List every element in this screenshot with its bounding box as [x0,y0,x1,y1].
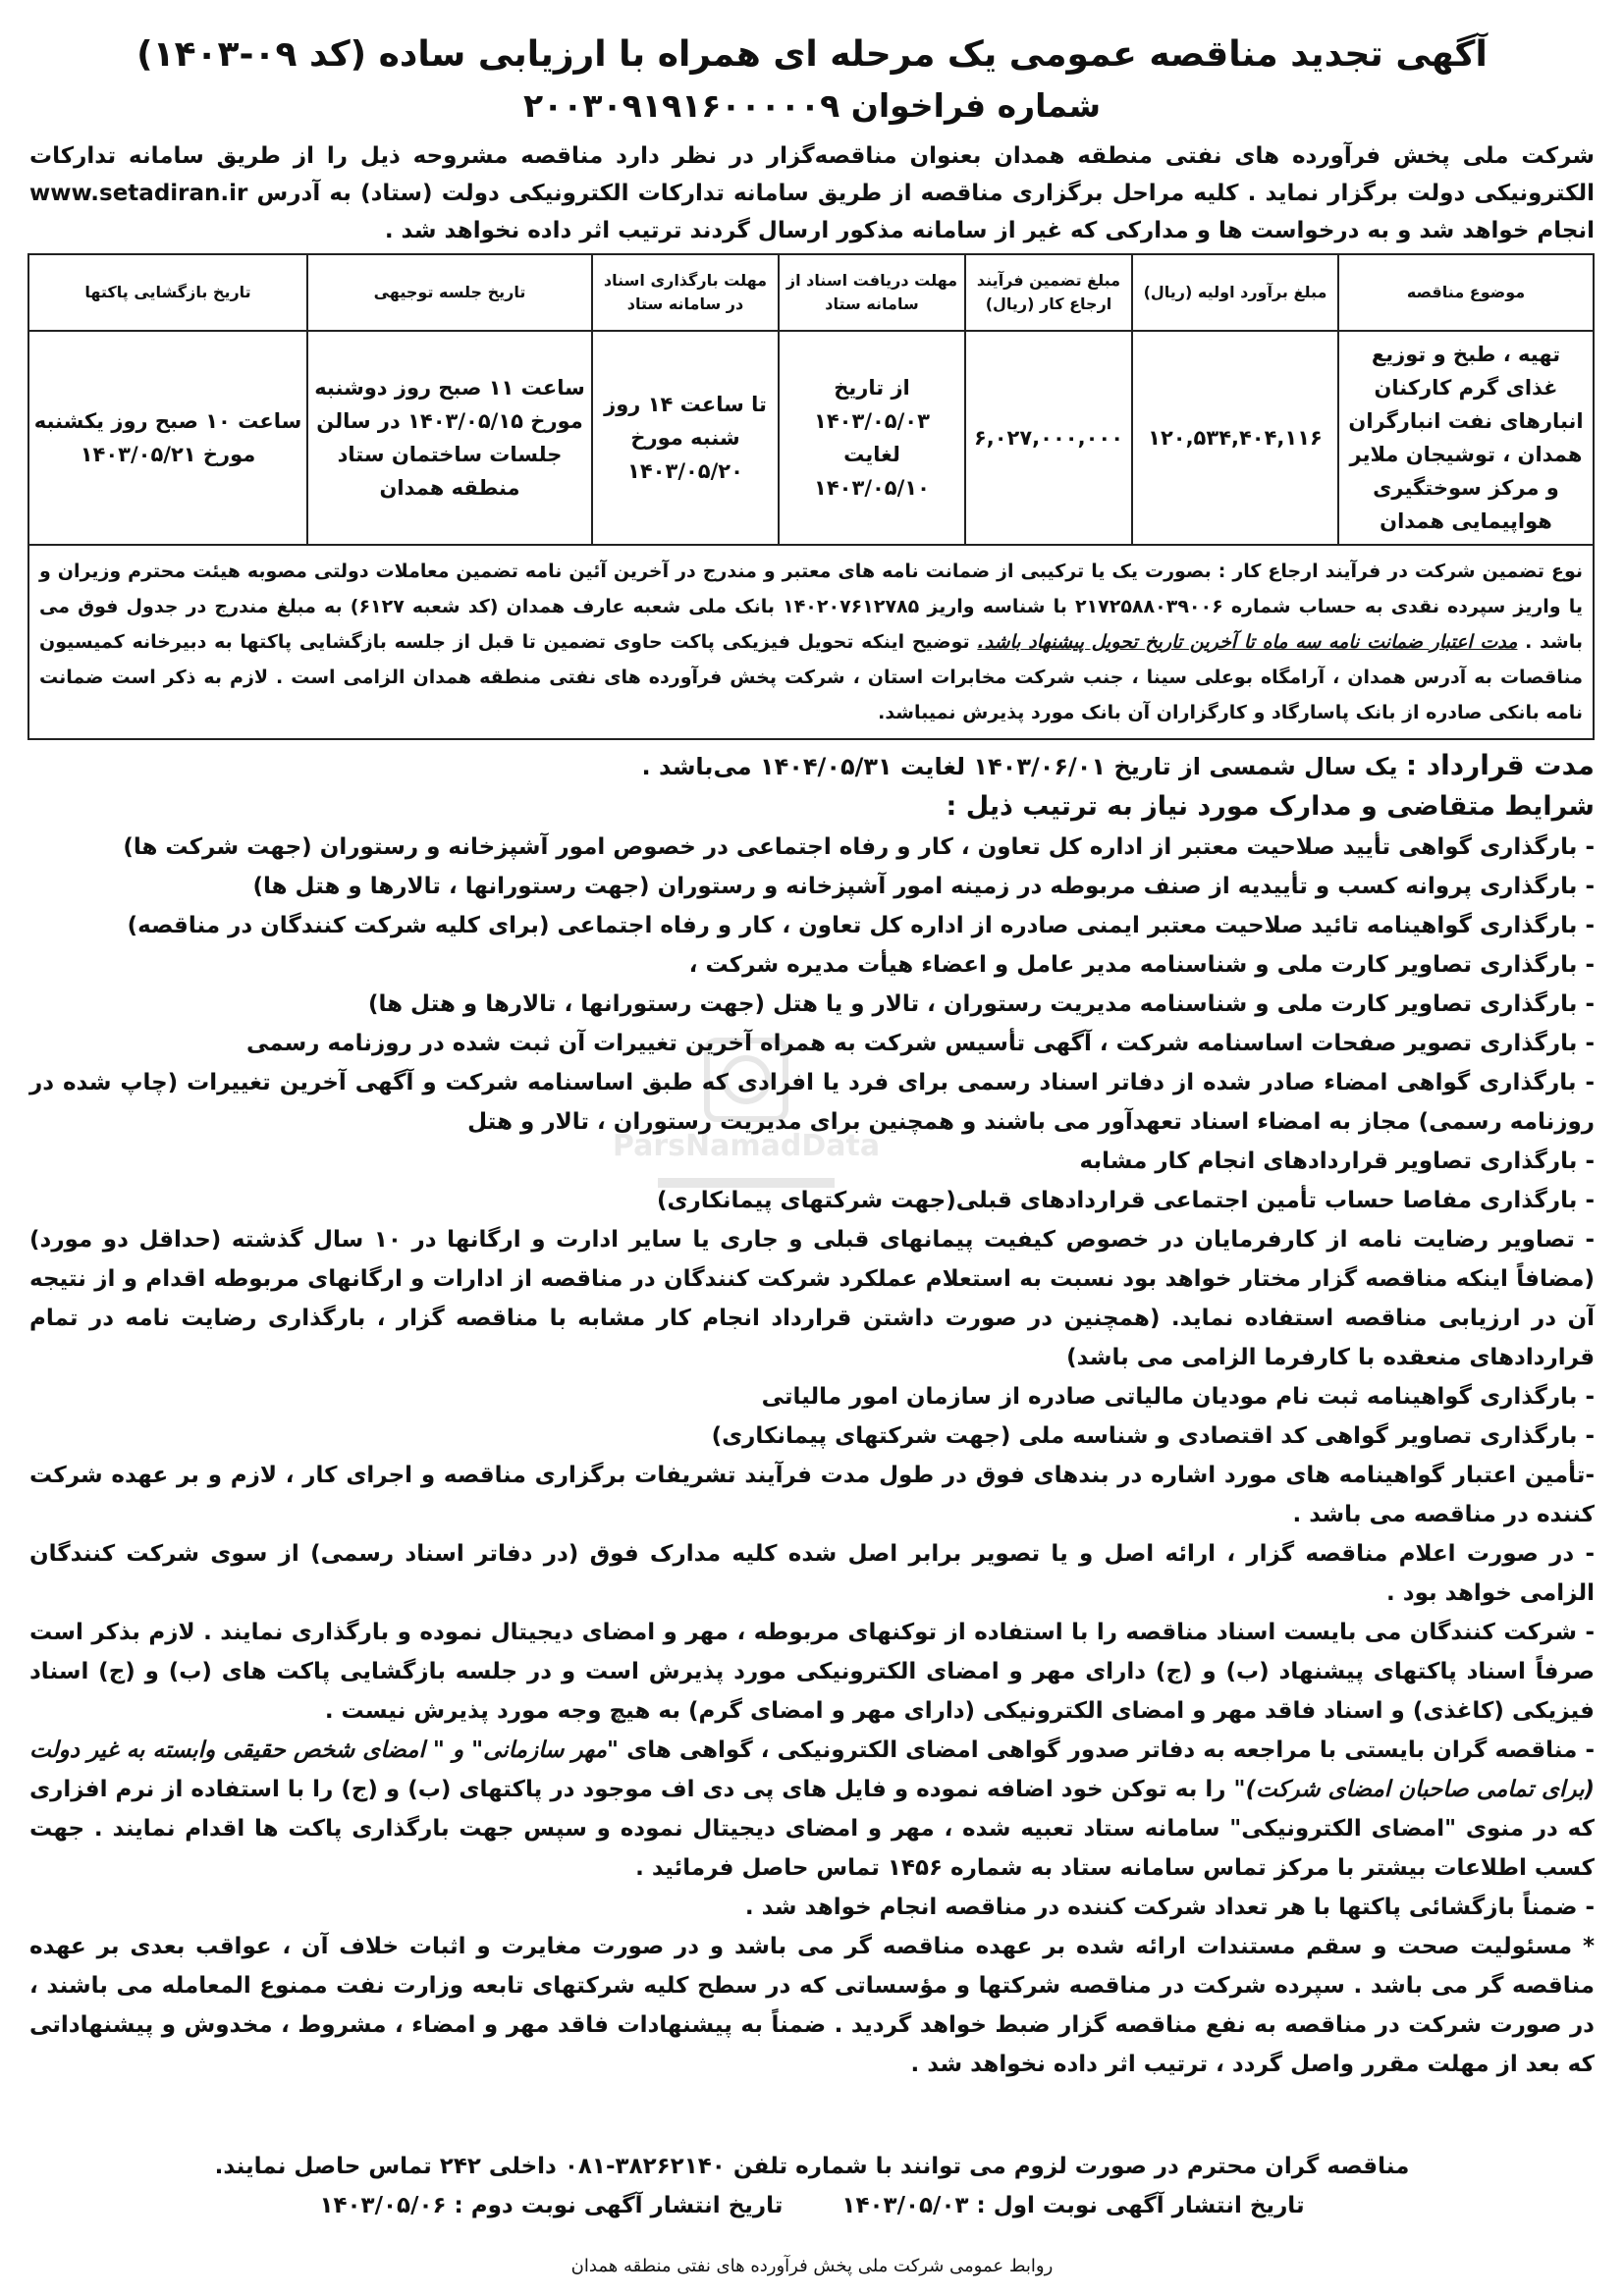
cell-opening: ساعت ۱۰ صبح روز یکشنبه مورخ ۱۴۰۳/۰۵/۲۱ [28,331,307,545]
cell-receive: از تاریخ ۱۴۰۳/۰۵/۰۳ لغایت ۱۴۰۳/۰۵/۱۰ [779,331,965,545]
list-item: - بارگذاری گواهی تأیید صلاحیت معتبر از اداره کل تعاون ، کار و رفاه اجتماعی در خصوص امور آشپزخانه و رستوران (جهت شرکت ها) [123,834,1595,860]
list-item: - ضمناً بازگشائی پاکتها با هر تعداد شرکت کننده در مناقصه انجام خواهد شد . [744,1895,1595,1920]
notes-row [28,545,1594,739]
list-item: - بارگذاری پروانه کسب و تأییدیه از صنف مربوطه در زمینه امور آشپزخانه و رستوران (جهت رستورانها ، تالارها و هتل ها) [252,874,1595,899]
list-item: - بارگذاری تصاویر گواهی کد اقتصادی و شناسه ملی (جهت شرکتهای پیمانکاری) [711,1423,1595,1449]
header-subject: موضوع مناقصه [1338,254,1594,331]
watermark-text: ParsNamadData [612,1129,881,1163]
tender-notice [29,29,1595,2084]
list-item: - بارگذاری تصویر صفحات اساسنامه شرکت ، آگهی تأسیس شرکت به همراه آخرین تغییرات آن ثبت شده در روزنامه رسمی [245,1031,1595,1056]
cell-subject: تهیه ، طبخ و توزیع غذای گرم کارکنان انبارهای نفت انبارگران همدان ، توشیجان ملایر و مرکز سوختگیری هواپیمایی همدان [1338,331,1594,545]
conditions-list [29,828,1595,2084]
header-upload: مهلت بارگذاری اسناد در سامانه ستاد [592,254,779,331]
header-guarantee: مبلغ تضمین فرآیند ارجاع کار (ریال) [965,254,1132,331]
list-item: - بارگذاری گواهی امضاء صادر شده از دفاتر اسناد رسمی برای فرد یا افرادی که طبق اساسنامه شرکت و آگهی آخرین تغییرات (چاپ شده در روزنامه رسمی) مجاز به امضاء اسناد تعهدآور می باشند و همچنین برای مدیریت رستوران ، تالار و هتل [29,1070,1595,1135]
list-item: - بارگذاری تصاویر کارت ملی و شناسنامه مدیریت رستوران ، تالار و یا هتل (جهت رستورانها ، تالارها و هتل ها) [367,991,1595,1017]
intro-part1: شرکت ملی پخش فرآورده های نفتی منطقه همدان بعنوان مناقصه‌گزار در نظر دارد مناقصه مشروحه ذیل را از طریق سامانه تدارکات الکترونیکی دولت برگزار نماید . کلیه مراحل برگزاری مناقصه از طریق سامانه تدارکات الکترونیکی دولت (ستاد) به آدرس [29,143,1595,206]
list-item: - بارگذاری تصاویر کارت ملی و شناسنامه مدیر عامل و اعضاء هیأت مدیره شرکت ، [688,952,1595,978]
notes-part1: نوع تضمین شرکت در فرآیند ارجاع کار : بصورت یک یا ترکیبی از ضمانت نامه های معتبر و مندرج در آخرین آئین نامه تضمین معاملات دولتی مصوبه هیئت محترم وزیران و یا واریز سپرده نقدی به حساب شماره ۲۱۷۲۵۸۸۰۳۹۰۰۶ با شناسه واریز ۱۴۰۲۰۷۶۱۲۷۸۵ بانک ملی شعبه عارف همدان (کد شعبه ۶۱۲۷) به مبلغ مندرج در جدول فوق می باشد . [39,561,1583,653]
contact-line: مناقصه گران محترم در صورت لزوم می توانند با شماره تلفن ۳۸۲۶۲۱۴۰-۰۸۱ داخلی ۲۴۲ تماس حاصل نمایند. [214,2154,1410,2179]
header-estimate: مبلغ برآورد اولیه (ریال) [1132,254,1338,331]
list-item: - بارگذاری گواهینامه تائید صلاحیت معتبر ایمنی صادره از اداره کل تعاون ، کار و رفاه اجتماعی (برای کلیه شرکت کنندگان در مناقصه) [127,913,1595,938]
cell-upload: تا ساعت ۱۴ روز شنبه مورخ ۱۴۰۳/۰۵/۲۰ [592,331,779,545]
notes-part2: توضیح اینکه تحویل فیزیکی پاکت حاوی تضمین تا قبل از جلسه بازگشایی پاکتها به دبیرخانه کمیسیون مناقصات به آدرس همدان ، آرامگاه بوعلی سینا ، جنب شرکت مخابرات استان ، شرکت پخش فرآورده های نفتی منطقه همدان الزامی است . لازم به ذکر است ضمانت نامه بانکی صادره از بانک پاسارگاد و کارگزاران آن بانک مورد پذیرش نمیباشد. [39,631,1583,723]
list-item: - بارگذاری تصاویر قراردادهای انجام کار مشابه [1079,1148,1595,1174]
setad-url-link[interactable]: www.setadiran.ir [29,181,248,206]
contract-duration-text: یک سال شمسی از تاریخ ۱۴۰۳/۰۶/۰۱ لغایت ۱۴۰۴/۰۵/۳۱ می‌باشد . [641,753,1398,780]
contract-duration-label: مدت قرارداد : [1405,749,1595,781]
signature-post: را به توکن خود اضافه نموده و فایل های پی دی اف موجود در پاکتهای (ب) و (ج) را با استفاده از نرم افزاری که در منوی "امضای الکترونیکی" سامانه ستاد تعبیه شده ، مهر و امضای دیجیتال نموده و سپس جهت بارگذاری پاکت ها اقدام نمایند . جهت کسب اطلاعات بیشتر با مرکز تماس سامانه ستاد به شماره ۱۴۵۶ تماس حاصل فرمائید . [29,1777,1595,1881]
cell-estimate: ۱۲۰,۵۳۴,۴۰۴,۱۱۶ [1132,331,1338,545]
publication-dates [29,2189,1595,2222]
list-item: - بارگذاری گواهینامه ثبت نام مودیان مالیاتی صادره از سازمان امور مالیاتی [761,1384,1595,1410]
intro-part2: انجام خواهد شد و به درخواست ها و مدارکی که غیر از سامانه مذکور ارسال گردند ترتیب اثر داده نخواهد شد . [384,218,1595,243]
intro-paragraph [29,137,1595,249]
cell-guarantee: ۶,۰۲۷,۰۰۰,۰۰۰ [965,331,1132,545]
header-receive: مهلت دریافت اسناد از سامانه ستاد [779,254,965,331]
header-opening: تاریخ بازگشایی پاکتها [28,254,307,331]
list-item: - بارگذاری مفاصا حساب تأمین اجتماعی قراردادهای قبلی(جهت شرکتهای پیمانکاری) [656,1188,1595,1213]
header-briefing: تاریخ جلسه توجیهی [307,254,592,331]
guarantee-notes [28,545,1594,739]
publication-date-first: تاریخ انتشار آگهی نوبت اول : ۱۴۰۳/۰۵/۰۳ [841,2193,1305,2218]
table-row [28,331,1594,545]
conditions-title: شرایط متقاضی و مدارک مورد نیاز به ترتیب ذیل : [946,791,1595,822]
list-item: * مسئولیت صحت و سقم مستندات ارائه شده بر عهده مناقصه گر می باشد و در صورت مغایرت و اثبات خلاف آن ، عواقب بعدی بر عهده مناقصه گر می باشد . سپرده شرکت در مناقصه شرکتها و مؤسساتی که در سطح کلیه شرکتهای تابعه وزارت نفت ممنوع المعامله می باشند ، در صورت شرکت در مناقصه به نفع مناقصه گزار ضبط خواهد گردید . ضمناً به پیشنهادات فاقد مهر و امضاء ، مشروط ، مخدوش و پیشنهاداتی که بعد از مهلت مقرر واصل گردد ، ترتیب اثر داده نخواهد شد . [29,1934,1595,2077]
publisher-line: روابط عمومی شرکت ملی پخش فرآورده های نفتی منطقه همدان [570,2256,1054,2276]
publication-date-second: تاریخ انتشار آگهی نوبت دوم : ۱۴۰۳/۰۵/۰۶ [319,2193,784,2218]
contract-duration [29,746,1595,786]
list-item: - تصاویر رضایت نامه از کارفرمایان در خصوص کیفیت پیمانهای قبلی و جاری یا سایر ادارت و ارگانها در ۱۰ سال گذشته (حداقل دو مورد) (مضافاً اینکه مناقصه گزار مختار خواهد بود نسبت به استعلام عملکرد شرکت کنندگان در مناقصه از ادارات و ارگانهای مربوطه اقدام و از نتیجه آن در ارزیابی مناقصه استفاده نماید. (همچنین در صورت داشتن قرارداد انجام کار مشابه با مناقصه گزار ، بارگذاری رضایت نامه در تمام قراردادهای منعقده با کارفرما الزامی می باشد) [29,1227,1596,1370]
cell-briefing: ساعت ۱۱ صبح روز دوشنبه مورخ ۱۴۰۳/۰۵/۱۵ در سالن جلسات ساختمان ستاد منطقه همدان [307,331,592,545]
notes-underlined: مدت اعتبار ضمانت نامه سه ماه تا آخرین تاریخ تحویل پیشنهاد باشد. [977,631,1518,653]
notice-title: آگهی تجدید مناقصه عمومی یک مرحله ای همراه با ارزیابی ساده (کد ۰۹-۱۴۰۳) [136,34,1488,75]
call-number: شماره فراخوان ۲۰۰۳۰۹۱۹۱۶۰۰۰۰۰۹ [522,86,1102,125]
list-item: - شرکت کنندگان می بایست اسناد مناقصه را با استفاده از توکنهای مربوطه ، مهر و امضای دیجیتال نموده و بارگذاری نمایند . لازم بذکر است صرفاً اسناد پاکتهای پیشنهاد (ب) و (ج) دارای مهر و امضای الکترونیکی مورد پذیرش است و در جلسه بازگشایی پاکت های (ب) و (ج) اسناد فیزیکی (کاغذی) و اسناد فاقد مهر و امضای الکترونیکی (دارای مهر و امضای گرم) به هیچ وجه مورد پذیرش نیست . [29,1620,1595,1724]
list-item-signature [29,1731,1595,1888]
signature-pre: - مناقصه گران بایستی با مراجعه به دفاتر صدور گواهی امضای الکترونیکی ، گواهی های [626,1737,1596,1763]
signature-italic: "مهر سازمانی" و " امضای شخص حقیقی وابسته به غیر دولت (برای تمامی صاحبان امضای شرکت)" [29,1737,1595,1802]
footer-contact [29,2150,1595,2222]
tender-table [27,253,1595,740]
list-item: - در صورت اعلام مناقصه گزار ، ارائه اصل و یا تصویر برابر اصل شده کلیه مدارک فوق (در دفاتر اسناد رسمی) از سوی شرکت کنندگان الزامی خواهد بود . [29,1541,1595,1606]
table-header-row [28,254,1594,331]
list-item: -تأمین اعتبار گواهینامه های مورد اشاره در بندهای فوق در طول مدت فرآیند تشریفات برگزاری مناقصه و اجرای کار ، لازم و بر عهده شرکت کننده در مناقصه می باشد . [29,1463,1595,1527]
